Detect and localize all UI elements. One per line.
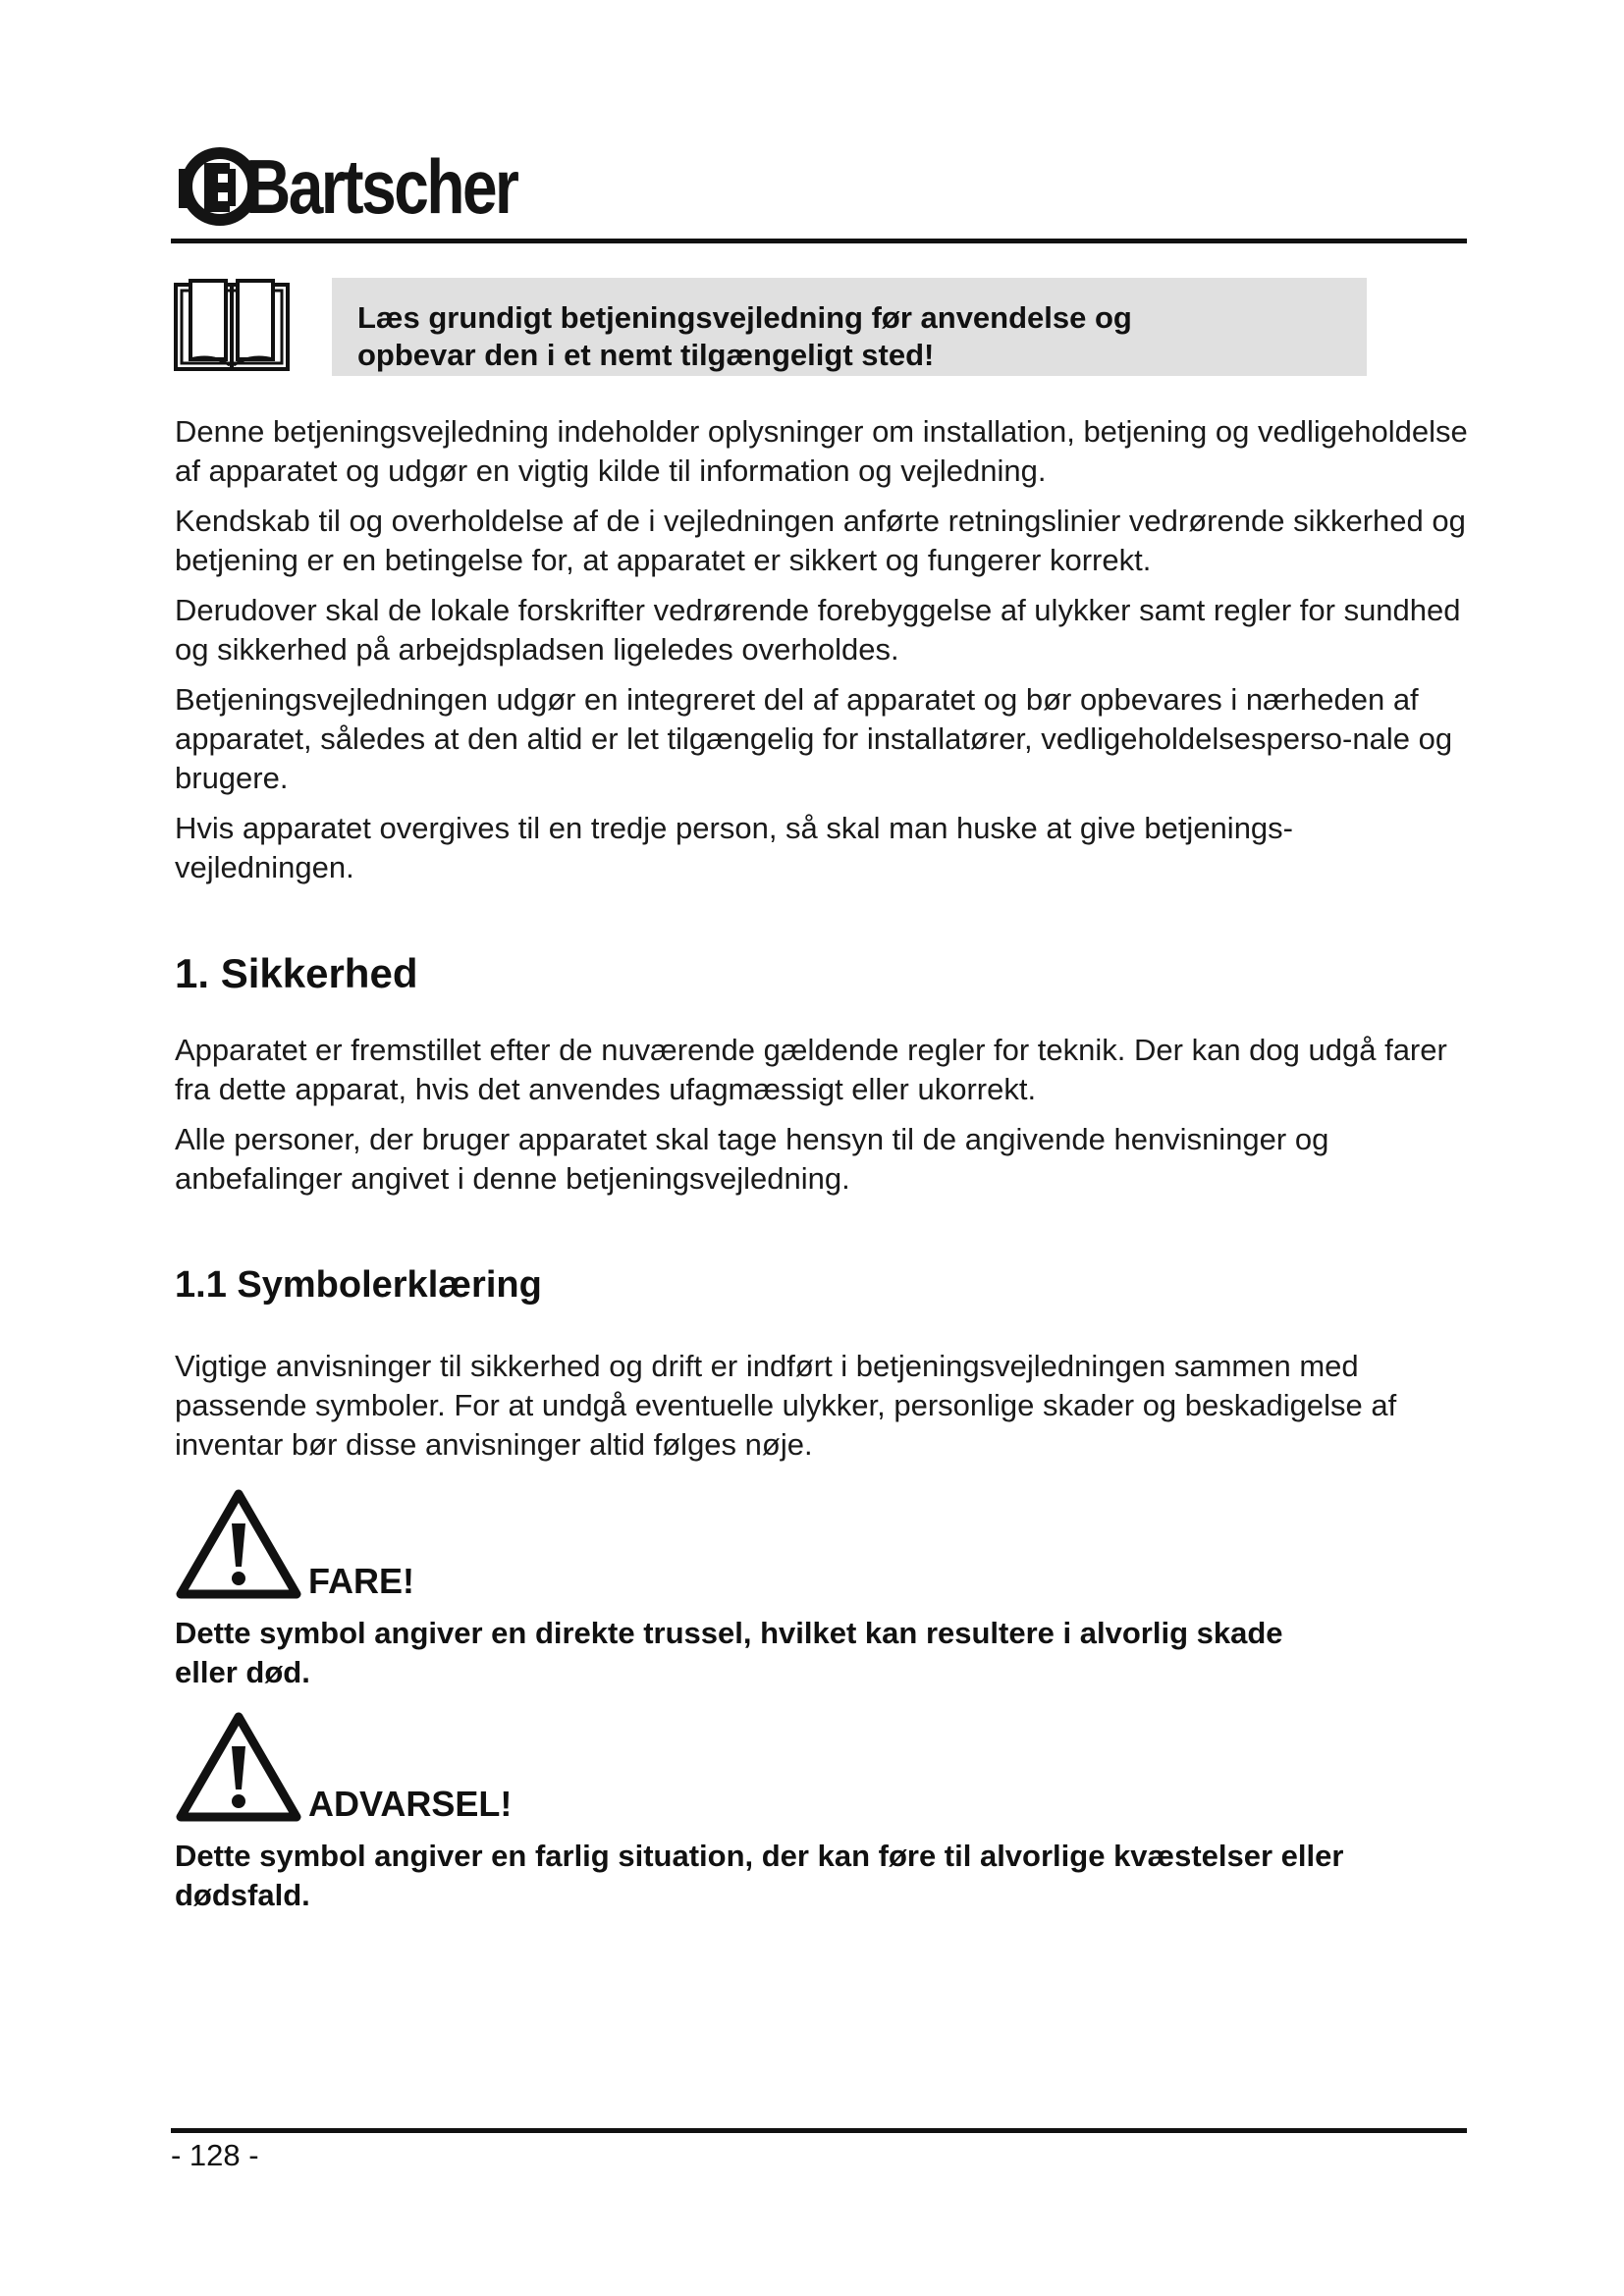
notice-line-1: Læs grundigt betjeningsvejledning før anvendelse og	[357, 300, 1132, 335]
section1-paragraph: Apparatet er fremstillet efter de nuværende gældende regler for teknik. Der kan dog udgå farer fra dette apparat, hvis det anvendes ufagmæssigt eller ukorrekt.	[175, 1033, 1447, 1106]
read-manual-notice	[332, 278, 1367, 376]
section1-1-text	[175, 1347, 1471, 1475]
notice-line-2: opbevar den i et nemt tilgængeligt sted!	[357, 338, 935, 372]
open-book-icon	[173, 277, 291, 375]
header-rule	[171, 239, 1467, 243]
intro-paragraph: Kendskab til og overholdelse af de i vejledningen anførte retningslinier vedrørende sikkerhed og betjening er en betingelse for, at apparatet er sikkert og fungerer korrekt.	[175, 504, 1466, 577]
warning-block-fare	[175, 1482, 1471, 1692]
section1-paragraph: Alle personer, der bruger apparatet skal tage hensyn til de angivende henvisninger og anbefalinger angivet i denne betjeningsvejledning.	[175, 1122, 1329, 1196]
intro-text	[175, 412, 1471, 898]
warning-block-advarsel	[175, 1705, 1471, 1915]
intro-paragraph: Betjeningsvejledningen udgør en integreret del af apparatet og bør opbevares i nærheden af apparatet, således at den altid er let tilgængelig for installatører, vedligeholdelsesperso-nale og brugere.	[175, 682, 1453, 795]
brand-logo	[175, 137, 576, 236]
intro-paragraph: Denne betjeningsvejledning indeholder oplysninger om installation, betjening og vedligeholdelse af apparatet og udgør en vigtig kilde til information og vejledning.	[175, 414, 1468, 488]
section-heading-symbolerklaering: 1.1 Symbolerklæring	[175, 1264, 542, 1306]
warning-text: Dette symbol angiver en farlig situation, der kan føre til alvorlige kvæstelser eller dødsfald.	[175, 1839, 1344, 1912]
intro-paragraph: Hvis apparatet overgives til en tredje person, så skal man huske at give betjenings-vejledningen.	[175, 811, 1293, 884]
warning-triangle-icon	[175, 1488, 302, 1604]
section1-1-paragraph: Vigtige anvisninger til sikkerhed og drift er indført i betjeningsvejledningen sammen med passende symboler. For at undgå eventuelle ulykker, personlige skader og beskadigelse af inventar bør disse anvisninger altid følges nøje.	[175, 1349, 1397, 1462]
warning-text: Dette symbol angiver en direkte trussel, hvilket kan resultere i alvorlig skade eller død.	[175, 1616, 1283, 1689]
footer-rule	[171, 2128, 1467, 2133]
brand-name: Bartscher	[245, 143, 517, 230]
section1-text	[175, 1031, 1471, 1209]
warning-triangle-icon	[175, 1711, 302, 1827]
section-heading-sikkerhed: 1. Sikkerhed	[175, 950, 418, 996]
warning-label: ADVARSEL!	[308, 1784, 513, 1824]
page-number: - 128 -	[171, 2138, 259, 2172]
warning-label: FARE!	[308, 1561, 414, 1601]
bartscher-logo-mark-icon	[175, 141, 253, 232]
intro-paragraph: Derudover skal de lokale forskrifter vedrørende forebyggelse af ulykker samt regler for sundhed og sikkerhed på arbejdspladsen ligeledes overholdes.	[175, 593, 1461, 667]
